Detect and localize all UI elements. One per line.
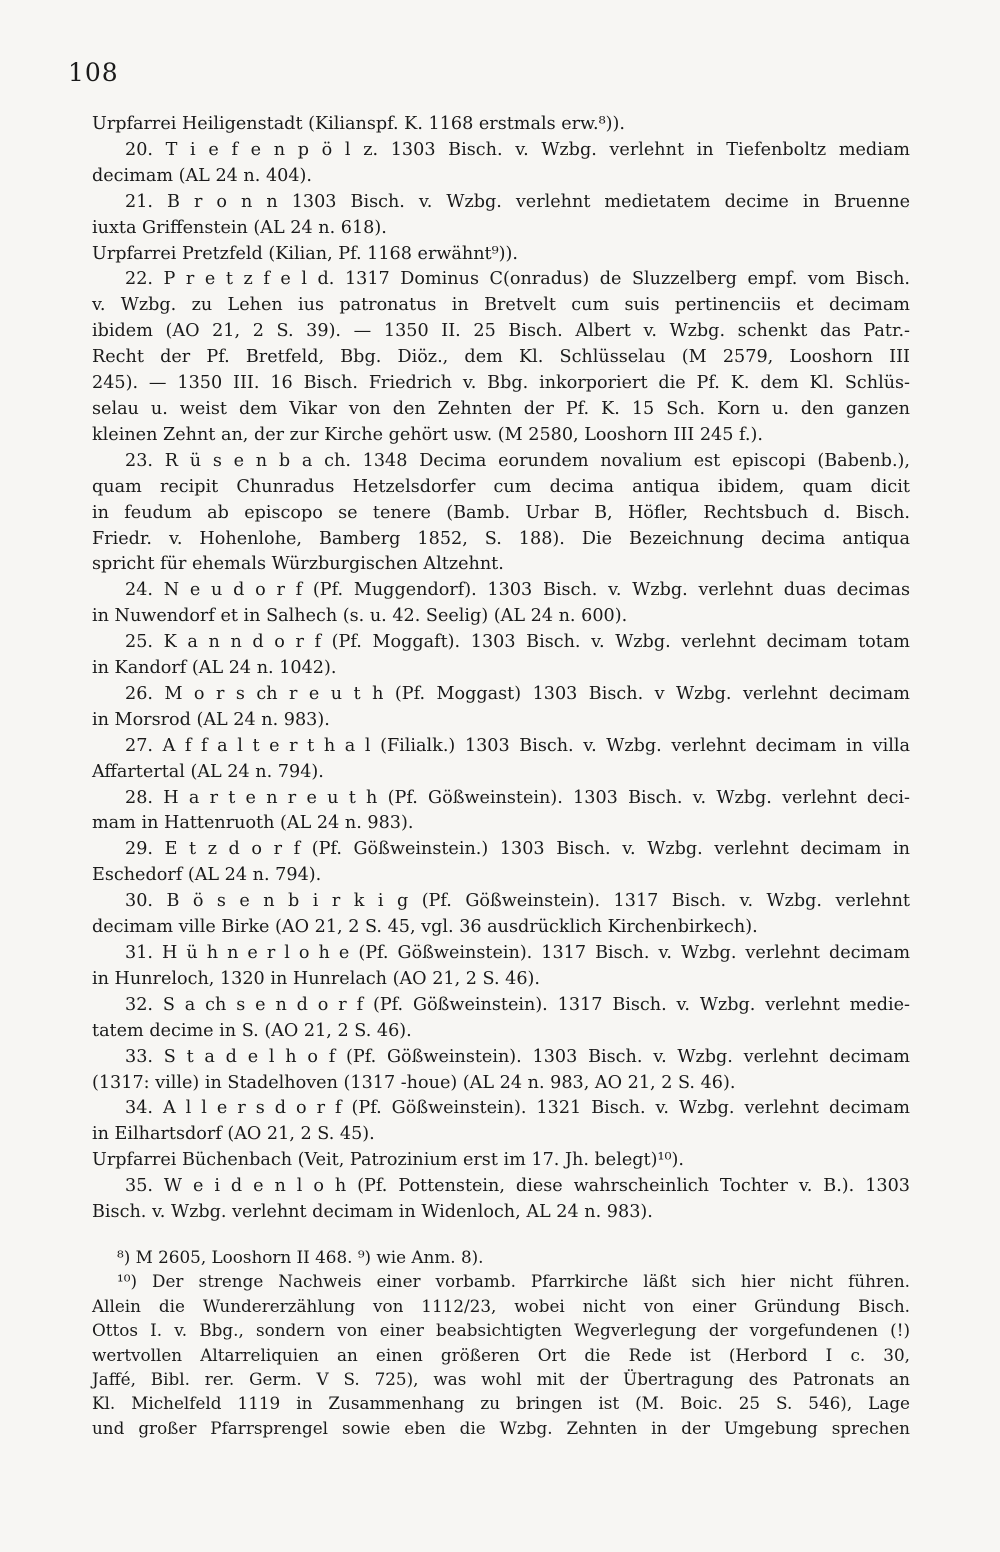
text-line: 22. P r e t z f e l d. 1317 Dominus C(onradus) de Sluzzelberg empf. vom Bisch. [125, 269, 910, 290]
text-line: 31. H ü h n e r l o h e (Pf. Gößweinstein). 1317 Bisch. v. Wzbg. verlehnt decimam [125, 943, 910, 963]
text-line: kleinen Zehnt an, der zur Kirche gehört usw. (M 2580, Looshorn III 245 f.). [92, 424, 763, 445]
text-line: in Eilhartsdorf (AO 21, 2 S. 45). [92, 1124, 375, 1145]
text-line: 27. A f f a l t e r t h a l (Filialk.) 1303 Bisch. v. Wzbg. verlehnt decimam in villa [125, 735, 910, 756]
footnote-line: und großer Pfarrsprengel sowie eben die Wzbg. Zehnten in der Umgebung sprechen [92, 1417, 910, 1438]
text-line: Friedr. v. Hohenlohe, Bamberg 1852, S. 188). Die Bezeichnung decima antiqua [92, 528, 910, 549]
footnote-line: wertvollen Altarreliquien an einen größeren Ort die Rede ist (Herbord I c. 30, [92, 1344, 910, 1365]
text-line: Affartertal (AL 24 n. 794). [92, 761, 324, 782]
text-line: in feudum ab episcopo se tenere (Bamb. Urbar B, Höfler, Rechtsbuch d. Bisch. [92, 502, 910, 523]
text-line: Urpfarrei Pretzfeld (Kilian, Pf. 1168 erwähnt⁹)). [92, 243, 519, 264]
text-line: in Nuwendorf et in Salhech (s. u. 42. Seelig) (AL 24 n. 600). [92, 606, 628, 627]
page-number: 108 [68, 58, 119, 87]
text-line: in Kandorf (AL 24 n. 1042). [92, 658, 337, 679]
text-line: Urpfarrei Heiligenstadt (Kilianspf. K. 1168 erstmals erw.⁸)). [92, 114, 625, 134]
footnotes [92, 1245, 910, 1440]
footnote-line: ⁸) M 2605, Looshorn II 468. ⁹) wie Anm. 8). [117, 1247, 484, 1267]
text-line: 25. K a n n d o r f (Pf. Moggaft). 1303 Bisch. v. Wzbg. verlehnt decimam totam [125, 632, 910, 653]
text-line: ibidem (AO 21, 2 S. 39). — 1350 II. 25 Bisch. Albert v. Wzbg. schenkt das Patr.- [92, 321, 910, 342]
text-line: 23. R ü s e n b a ch. 1348 Decima eorundem novalium est episcopi (Babenb.), [125, 450, 910, 471]
footnote-line: Jaffé, Bibl. rer. Germ. V S. 725), was wohl mit der Übertragung des Patronats an [92, 1369, 910, 1390]
text-line: 26. M o r s ch r e u t h (Pf. Moggast) 1303 Bisch. v Wzbg. verlehnt decimam [125, 683, 910, 704]
text-line: iuxta Griffenstein (AL 24 n. 618). [92, 217, 387, 238]
text-line: selau u. weist dem Vikar von den Zehnten der Pf. K. 15 Sch. Korn u. den ganzen [92, 398, 910, 419]
text-line: decimam (AL 24 n. 404). [92, 165, 312, 186]
body-text [92, 112, 910, 1226]
text-line: spricht für ehemals Würzburgischen Altzehnt. [92, 554, 504, 575]
text-line: decimam ville Birke (AO 21, 2 S. 45, vgl. 36 ausdrücklich Kirchenbirkech). [92, 917, 758, 938]
text-line: v. Wzbg. zu Lehen ius patronatus in Bretvelt cum suis pertinenciis et decimam [92, 295, 910, 316]
text-line: Bisch. v. Wzbg. verlehnt decimam in Widenloch, AL 24 n. 983). [92, 1202, 653, 1223]
text-line: 34. A l l e r s d o r f (Pf. Gößweinstein). 1321 Bisch. v. Wzbg. verlehnt decimam [125, 1098, 910, 1119]
text-line: in Morsrod (AL 24 n. 983). [92, 709, 330, 730]
footnote-line: Allein die Wundererzählung von 1112/23, wobei nicht von einer Gründung Bisch. [92, 1295, 910, 1316]
text-line: 30. B ö s e n b i r k i g (Pf. Gößweinstein). 1317 Bisch. v. Wzbg. verlehnt [125, 891, 910, 912]
text-line: 28. H a r t e n r e u t h (Pf. Gößweinstein). 1303 Bisch. v. Wzbg. verlehnt deci- [125, 787, 910, 808]
text-line: 24. N e u d o r f (Pf. Muggendorf). 1303 Bisch. v. Wzbg. verlehnt duas decimas [125, 580, 910, 601]
text-line: Recht der Pf. Bretfeld, Bbg. Diöz., dem Kl. Schlüsselau (M 2579, Looshorn III [92, 347, 910, 368]
text-line: 32. S a ch s e n d o r f (Pf. Gößweinstein). 1317 Bisch. v. Wzbg. verlehnt medie- [125, 994, 910, 1015]
text-line: 21. B r o n n 1303 Bisch. v. Wzbg. verlehnt medietatem decime in Bruenne [125, 191, 910, 212]
footnote-line: ¹⁰) Der strenge Nachweis einer vorbamb. Pfarrkirche läßt sich hier nicht führen. [117, 1271, 910, 1292]
text-line: in Hunreloch, 1320 in Hunrelach (AO 21, 2 S. 46). [92, 968, 541, 989]
footnote-line: Kl. Michelfeld 1119 in Zusammenhang zu bringen ist (M. Boic. 25 S. 546), Lage [92, 1393, 910, 1414]
text-line: Urpfarrei Büchenbach (Veit, Patrozinium erst im 17. Jh. belegt)¹⁰). [92, 1150, 685, 1171]
text-line: 29. E t z d o r f (Pf. Gößweinstein.) 1303 Bisch. v. Wzbg. verlehnt decimam in [125, 839, 910, 860]
text-line: 33. S t a d e l h o f (Pf. Gößweinstein). 1303 Bisch. v. Wzbg. verlehnt decimam [125, 1046, 910, 1067]
text-line: mam in Hattenruoth (AL 24 n. 983). [92, 813, 414, 834]
text-line: quam recipit Chunradus Hetzelsdorfer cum decima antiqua ibidem, quam dicit [92, 476, 910, 497]
text-line: 245). — 1350 III. 16 Bisch. Friedrich v. Bbg. inkorporiert die Pf. K. dem Kl. Schlüs- [92, 373, 910, 394]
text-line: Eschedorf (AL 24 n. 794). [92, 865, 322, 886]
text-line: 35. W e i d e n l o h (Pf. Pottenstein, diese wahrscheinlich Tochter v. B.). 1303 [125, 1176, 910, 1197]
text-line: (1317: ville) in Stadelhoven (1317 -houe) (AL 24 n. 983, AO 21, 2 S. 46). [92, 1072, 736, 1093]
text-line: tatem decime in S. (AO 21, 2 S. 46). [92, 1020, 412, 1041]
footnote-line: Ottos I. v. Bbg., sondern von einer beabsichtigten Wegverlegung der vorgefundenen (!) [92, 1320, 910, 1341]
text-line: 20. T i e f e n p ö l z. 1303 Bisch. v. Wzbg. verlehnt in Tiefenboltz mediam [125, 139, 910, 160]
